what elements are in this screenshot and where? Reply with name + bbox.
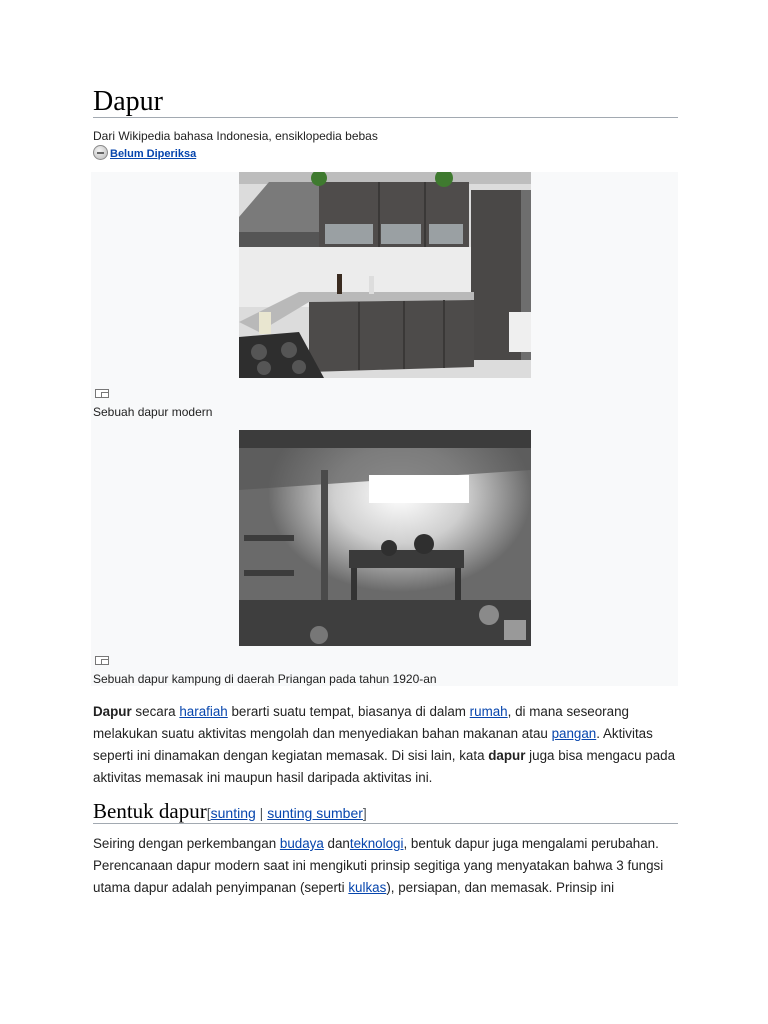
page-title: Dapur: [93, 86, 678, 118]
link-budaya[interactable]: budaya: [279, 836, 324, 851]
text-run: Seiring dengan perkembangan: [93, 836, 280, 851]
intro-paragraph: [93, 701, 678, 789]
figure-caption: Sebuah dapur modern: [93, 405, 213, 419]
text-run: berarti suatu tempat, biasanya di dalam: [227, 704, 470, 719]
bracket: ]: [362, 805, 367, 821]
section-edit-links: [207, 805, 367, 821]
link-rumah[interactable]: rumah: [469, 704, 508, 719]
text-run: , di mana seseorang melakukan suatu aktivitas mengolah dan menyediakan bahan makanan atau: [93, 704, 629, 741]
link-teknologi[interactable]: teknologi: [349, 836, 404, 851]
enlarge-icon[interactable]: [95, 389, 109, 398]
village-kitchen-illustration: [239, 430, 531, 646]
village-kitchen-image[interactable]: [239, 430, 531, 646]
review-status-icon: [93, 145, 108, 160]
link-harafiah[interactable]: harafiah: [179, 704, 228, 719]
review-status-link[interactable]: Belum Diperiksa: [110, 148, 197, 160]
text-run: dan: [323, 836, 350, 851]
text-run: ), persiapan, dan memasak. Prinsip ini: [386, 880, 615, 895]
text-run: . Aktivitas seperti ini dinamakan dengan kegiatan memasak. Di sisi lain, kata: [93, 726, 653, 763]
text-run: juga bisa mengacu pada aktivitas memasak ini maupun hasil daripada aktivitas ini.: [93, 748, 676, 785]
text-run: secara: [131, 704, 180, 719]
section-heading: [93, 797, 678, 824]
edit-link[interactable]: sunting: [210, 805, 256, 821]
figure-caption: Sebuah dapur kampung di daerah Priangan pada tahun 1920-an: [93, 672, 437, 686]
link-kulkas[interactable]: kulkas: [348, 880, 387, 895]
section-paragraph: [93, 833, 678, 899]
edit-source-link[interactable]: sunting sumber: [267, 805, 363, 821]
bold-term: dapur: [488, 748, 526, 763]
bracket: [: [206, 805, 211, 821]
section-title: Bentuk dapur: [93, 799, 207, 823]
figure-gallery: [91, 172, 678, 686]
site-tagline: Dari Wikipedia bahasa Indonesia, ensiklopedia bebas: [93, 129, 378, 143]
modern-kitchen-illustration: [239, 172, 531, 378]
text-run: , bentuk dapur juga mengalami perubahan. Perencanaan dapur modern saat ini mengikuti prinsip segitiga yang menyatakan bahwa 3 fungsi utama dapur adalah penyimpanan (seperti: [93, 836, 664, 895]
link-pangan[interactable]: pangan: [551, 726, 597, 741]
bold-term: Dapur: [93, 704, 132, 719]
modern-kitchen-image[interactable]: [239, 172, 531, 378]
enlarge-icon[interactable]: [95, 656, 109, 665]
review-status: [93, 143, 196, 161]
separator: |: [255, 805, 268, 821]
